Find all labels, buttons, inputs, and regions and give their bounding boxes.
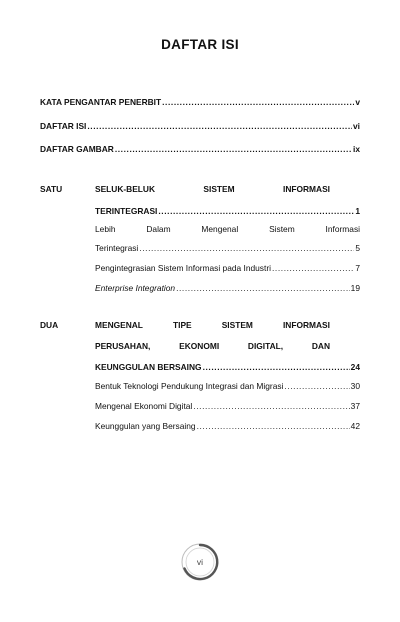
leader-dots [87, 121, 352, 132]
chapter-title-word: SISTEM [203, 184, 235, 194]
toc-entry-label: KEUNGGULAN BERSAING [95, 362, 202, 372]
leader-dots [115, 144, 352, 155]
toc-entry-label: Terintegrasi [95, 243, 139, 253]
toc-entry-section[interactable] [95, 401, 360, 412]
chapter-number: DUA [40, 320, 59, 330]
toc-entry-page: v [355, 97, 360, 107]
toc-entry-page: 1 [355, 206, 360, 216]
leader-dots [139, 243, 354, 254]
chapter-title-word: PERUSAHAN, [95, 341, 151, 351]
toc-entry-section[interactable] [95, 381, 360, 392]
toc-entry-label: Bentuk Teknologi Pendukung Integrasi dan Migrasi [95, 381, 284, 391]
toc-entry-page: 19 [350, 283, 360, 293]
page-number-badge [180, 542, 220, 582]
chapter-title-line [95, 184, 330, 195]
toc-entry-page: 37 [350, 401, 360, 411]
chapter-title-word: EKONOMI [179, 341, 220, 351]
chapter-number: SATU [40, 184, 63, 194]
toc-entry-kata-pengantar[interactable] [40, 97, 360, 108]
chapter-title-word: DIGITAL, [247, 341, 284, 351]
leader-dots [158, 206, 354, 217]
chapter-title-word: INFORMASI [282, 320, 330, 330]
chapter-title-word: SELUK-BELUK [95, 184, 156, 194]
page-title: DAFTAR ISI [161, 37, 239, 52]
toc-entry-label: DAFTAR ISI [40, 121, 87, 131]
toc-section-word: Lebih [95, 224, 116, 234]
chapter-title-word: MENGENAL [95, 320, 143, 330]
toc-entry-daftar-isi[interactable] [40, 121, 360, 132]
toc-entry-label: DAFTAR GAMBAR [40, 144, 114, 154]
leader-dots [193, 401, 349, 412]
toc-section-word: Informasi [325, 224, 360, 234]
toc-entry-chapter-dua[interactable] [95, 362, 360, 373]
toc-entry-section[interactable] [95, 283, 360, 294]
toc-entry-page: 30 [350, 381, 360, 391]
toc-entry-page: 5 [355, 243, 360, 253]
chapter-title-line [95, 341, 330, 352]
toc-entry-page: 24 [350, 362, 360, 372]
toc-entry-label: Enterprise Integration [95, 283, 176, 293]
toc-entry-page: 42 [350, 421, 360, 431]
toc-entry-daftar-gambar[interactable] [40, 144, 360, 155]
toc-section-word: Mengenal [201, 224, 239, 234]
toc-entry-label: Keunggulan yang Bersaing [95, 421, 196, 431]
leader-dots [272, 263, 354, 274]
chapter-title-word: SISTEM [221, 320, 253, 330]
toc-entry-page: ix [353, 144, 360, 154]
leader-dots [203, 362, 350, 373]
chapter-title-line [95, 320, 330, 331]
chapter-title-word: TIPE [173, 320, 192, 330]
toc-entry-page: 7 [355, 263, 360, 273]
toc-section-word: Dalam [146, 224, 171, 234]
leader-dots [162, 97, 354, 108]
leader-dots [284, 381, 349, 392]
toc-section-word: Sistem [269, 224, 295, 234]
toc-entry-label: Mengenal Ekonomi Digital [95, 401, 193, 411]
chapter-title-word: DAN [311, 341, 330, 351]
toc-entry-label: TERINTEGRASI [95, 206, 158, 216]
toc-entry-label: Pengintegrasian Sistem Informasi pada Industri [95, 263, 271, 273]
leader-dots [197, 421, 350, 432]
toc-entry-chapter-satu[interactable] [95, 206, 360, 217]
toc-entry-page: vi [353, 121, 360, 131]
toc-entry-label: KATA PENGANTAR PENERBIT [40, 97, 162, 107]
chapter-title-word: INFORMASI [283, 184, 330, 194]
toc-entry-section[interactable] [95, 243, 360, 254]
toc-entry-section[interactable] [95, 421, 360, 432]
toc-entry-section[interactable] [95, 263, 360, 274]
page-number: vi [196, 557, 204, 567]
toc-section-line [95, 224, 360, 235]
leader-dots [176, 283, 350, 294]
